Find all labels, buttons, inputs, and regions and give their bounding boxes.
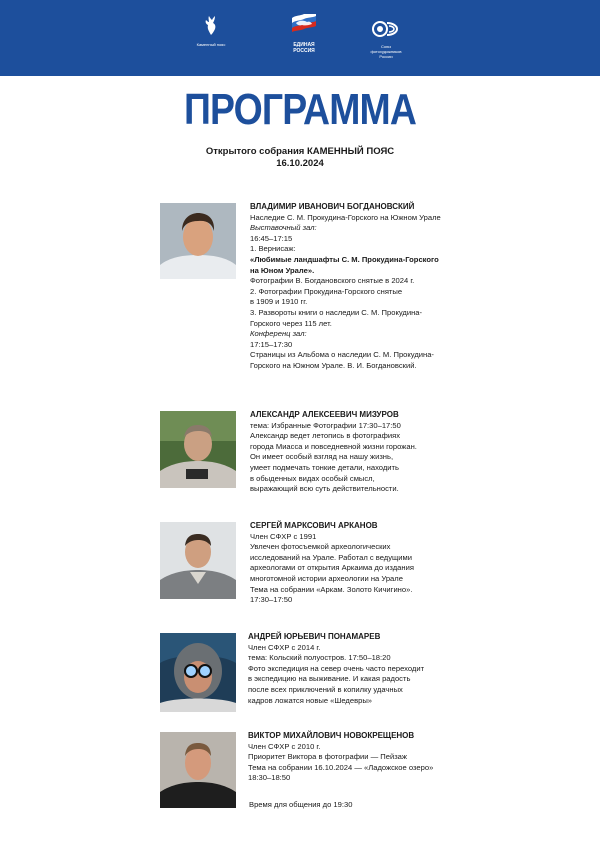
speaker-text-line: Наследие С. М. Прокудина-Горского на Южном Урале [250, 212, 441, 222]
speaker-text-line: Горского на Южном Урале. В. И. Богдановский. [250, 360, 417, 370]
speaker-text-line: Выставочный зал: [250, 223, 317, 233]
speaker-name: ВЛАДИМИР ИВАНОВИЧ БОГДАНОВСКИЙ [250, 202, 415, 211]
speaker-text-line: выражающий всю суть действительности. [250, 484, 399, 494]
speaker-text-line: Фото экспедиция на север очень часто переходит [248, 663, 425, 673]
speaker-text-line: тема: Кольский полуостров. 17:50–18:20 [248, 653, 391, 663]
speaker-text-line: в экспедицию на выживание. И какая радость [248, 674, 411, 684]
kamenny-poyas-logo [194, 14, 228, 47]
speaker-text-line: Член СФХР с 1991 [250, 531, 317, 541]
speaker-text-line: многотомной истории археологии на Урале [250, 573, 403, 583]
speaker-name: АЛЕКСАНДР АЛЕКСЕЕВИЧ МИЗУРОВ [250, 410, 399, 419]
deer-icon [202, 14, 220, 36]
photographers-union-logo [365, 20, 407, 59]
speaker-text-line: Горского через 115 лет. [250, 318, 332, 328]
speaker-text-line: археологами от открытия Аркаима до издания [250, 563, 414, 573]
speaker-text-line: Конференц зал: [250, 329, 307, 339]
speaker-text-line: 3. Развороты книги о наследии С. М. Прокудина- [250, 307, 423, 317]
speaker-text-line: в 1909 и 1910 гг. [250, 297, 308, 307]
speaker-photo-bogdanovsky [160, 203, 236, 279]
speaker-text-line: 16:45–17:15 [250, 233, 293, 243]
subtitle-line-2: 16.10.2024 [276, 158, 324, 169]
speaker-text-line: города Миасса и повседневной жизни горожан. [250, 441, 417, 451]
speaker-text-line: Александр ведет летопись в фотографиях [250, 431, 401, 441]
closing-note: Время для общения до 19:30 [249, 800, 353, 809]
portrait-image [160, 522, 236, 599]
union-emblem-icon [371, 20, 401, 38]
speaker-text-line: тема: Избранные Фотографии 17:30–17:50 [250, 420, 401, 430]
speaker-text-line: Фотографии В. Богдановского снятые в 2024 г. [250, 276, 415, 286]
speaker-text-line: «Любимые ландшафты С. М. Прокудина-Горского [250, 254, 439, 264]
header-band [0, 0, 600, 76]
subtitle-line-1: Открытого собрания КАМЕННЫЙ ПОЯС [205, 146, 395, 157]
speaker-photo-arkanov [160, 522, 236, 599]
speaker-entry-arkanov [250, 521, 482, 606]
speaker-text-line: 17:30–17:50 [250, 595, 293, 605]
logo-caption-line1: ЕДИНАЯ [293, 42, 315, 48]
speaker-name: ВИКТОР МИХАЙЛОВИЧ НОВОКРЕЩЕНОВ [248, 731, 415, 740]
speaker-text-line: 1. Вернисаж: [250, 244, 296, 254]
portrait-image [160, 732, 236, 808]
speaker-text-line: исследований на Урале. Работал с ведущими [250, 552, 412, 562]
speaker-photo-novokreshchenov [160, 732, 236, 808]
speaker-name: СЕРГЕЙ МАРКСОВИЧ АРКАНОВ [250, 521, 378, 530]
speaker-entry-mizurov [250, 410, 482, 495]
portrait-image [160, 411, 236, 488]
speaker-text-line: 18:30–18:50 [248, 773, 291, 783]
speaker-text-line: 2. Фотографии Прокудина-Горского снятые [250, 286, 403, 296]
speaker-text-line: в обыденных видах особый смысл, [250, 473, 375, 483]
speaker-entry-bogdanovsky [250, 202, 482, 372]
speaker-text-line: Тема на собрании «Аркам. Золото Кичигино». [250, 584, 413, 594]
speaker-entry-novokreshchenov [248, 731, 480, 784]
speaker-text-line: Страницы из Альбома о наследии С. М. Прокудина- [250, 350, 434, 360]
speaker-text-line: после всех приключений в копилку удачных [248, 684, 403, 694]
logo-caption: Каменный пояс [196, 42, 226, 47]
speaker-text-line: умеет подмечать тонкие детали, находить [250, 462, 399, 472]
speaker-text-line: Увлечен фотосъемкой археологических [250, 542, 391, 552]
speaker-text-line: 17:15–17:30 [250, 339, 293, 349]
speaker-text-line: кадров ложатся новые «Шедевры» [248, 695, 373, 705]
speaker-text-line: Приоритет Виктора в фотографии — Пейзаж [248, 752, 407, 762]
portrait-image [160, 633, 236, 712]
speaker-photo-mizurov [160, 411, 236, 488]
page-subtitle [0, 146, 600, 170]
logo-caption-line2: РОССИЯ [293, 48, 315, 54]
speaker-text-line: Он имеет особый взгляд на нашу жизнь, [250, 452, 394, 462]
logo-caption: Союз фотохудожников России [370, 44, 402, 59]
speaker-text-line: Член СФХР с 2014 г. [248, 642, 321, 652]
speaker-text-line: Тема на собрании 16.10.2024 — «Ладожское озеро» [248, 762, 434, 772]
portrait-image [160, 203, 236, 279]
speaker-photo-ponamarev [160, 633, 236, 712]
speaker-entry-ponamarev [248, 632, 480, 706]
united-russia-logo [281, 14, 327, 54]
speaker-text-line: на Юном Урале». [250, 265, 315, 275]
speaker-text-line: Член СФХР с 2010 г. [248, 741, 321, 751]
page-title: ПРОГРАММА [184, 85, 416, 134]
bear-flag-icon [290, 14, 318, 36]
speaker-name: АНДРЕЙ ЮРЬЕВИЧ ПОНАМАРЕВ [248, 632, 381, 641]
